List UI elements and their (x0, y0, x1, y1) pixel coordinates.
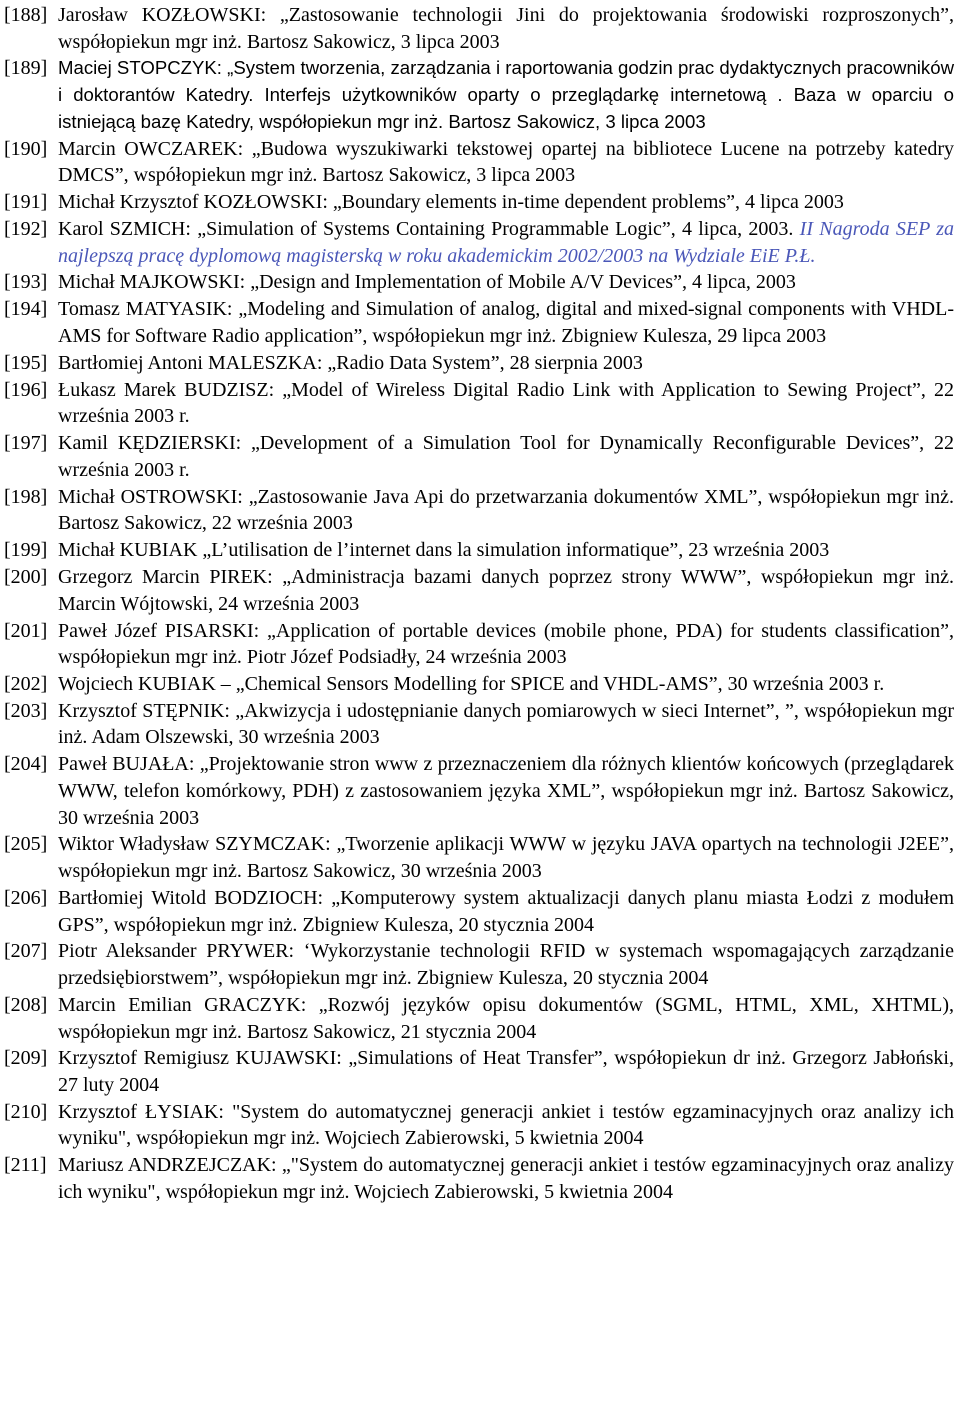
entry-number: [197] (4, 432, 48, 455)
entry-text: Krzysztof STĘPNIK: „Akwizycja i udostępnianie danych pomiarowych w sieci Internet”, ”, współopiekun mgr inż. Adam Olszewski, 30 września 2003 (58, 699, 954, 749)
entry-text: Wiktor Władysław SZYMCZAK: „Tworzenie aplikacji WWW w języku JAVA opartych na technologii J2EE”, współopiekun mgr inż. Bartosz Sakowicz, 30 września 2003 (58, 833, 954, 883)
entry-number: [196] (4, 378, 48, 401)
entry-number: [204] (4, 753, 48, 776)
entry-number: [189] (4, 57, 48, 80)
entry-number: [188] (4, 4, 48, 26)
entry-number: [190] (4, 137, 48, 160)
entry-text: Michał MAJKOWSKI: „Design and Implementation of Mobile A/V Devices”, 4 lipca, 2003 (58, 271, 796, 294)
list-item (4, 136, 954, 189)
entry-text: Grzegorz Marcin PIREK: „Administracja bazami danych poprzez strony WWW”, współopiekun mgr inż. Marcin Wójtowski, 24 września 2003 (58, 566, 954, 615)
list-item (4, 484, 954, 537)
list-item (4, 430, 954, 483)
list-item (4, 1099, 954, 1152)
list-item (4, 885, 954, 938)
entry-text: Michał KUBIAK „L’utilisation de l’internet dans la simulation informatique”, 23 września 2003 (58, 539, 830, 562)
entry-text: Mariusz ANDRZEJCZAK: „"System do automatycznej generacji ankiet i testów egzaminacyjnych oraz analizy ich wyniku", współopiekun mgr inż. Wojciech Zabierowski, 5 kwietnia 2004 (58, 1154, 954, 1203)
list-item (4, 618, 954, 671)
entry-number: [207] (4, 940, 48, 963)
entry-number: [203] (4, 699, 48, 722)
entry-text: Bartłomiej Witold BODZIOCH: „Komputerowy system aktualizacji danych planu miasta Łodzi z modułem GPS”, współopiekun mgr inż. Zbigniew Kulesza, 20 stycznia 2004 (58, 886, 954, 936)
list-item (4, 1152, 954, 1205)
entry-number: [195] (4, 351, 48, 374)
entry-text: Kamil KĘDZIERSKI: „Development of a Simulation Tool for Dynamically Reconfigurable Devices”, 22 września 2003 r. (58, 432, 954, 481)
list-item (4, 938, 954, 991)
entry-number: [210] (4, 1100, 48, 1123)
list-item (4, 564, 954, 617)
list-item (4, 1045, 954, 1098)
entry-number: [193] (4, 271, 48, 294)
entry-text: Krzysztof ŁYSIAK: "System do automatycznej generacji ankiet i testów egzaminacyjnych oraz analizy ich wyniku", współopiekun mgr inż. Wojciech Zabierowski, 5 kwietnia 2004 (58, 1100, 954, 1150)
entry-text: Bartłomiej Antoni MALESZKA: „Radio Data System”, 28 sierpnia 2003 (58, 351, 643, 374)
entry-text: Wojciech KUBIAK – „Chemical Sensors Modelling for SPICE and VHDL-AMS”, 30 września 2003 r. (58, 673, 885, 695)
list-item (4, 269, 954, 296)
list-item (4, 831, 954, 884)
entry-number: [202] (4, 673, 48, 695)
entry-text: Maciej STOPCZYK: „System tworzenia, zarządzania i raportowania godzin prac dydaktycznych pracowników i doktorantów Katedry. Interfejs użytkowników oparty o przeglądarkę internetową . Baza w oparciu o istniejącą bazę Katedry, współopiekun mgr inż. Bartosz Sakowicz, 3 lipca 2003 (58, 57, 954, 132)
list-item (4, 992, 954, 1045)
entry-number: [201] (4, 619, 48, 642)
entry-number: [199] (4, 539, 48, 562)
list-item (4, 698, 954, 751)
entry-text: Karol SZMICH: „Simulation of Systems Containing Programmable Logic”, 4 lipca, 2003. (58, 217, 794, 240)
list-item (4, 671, 954, 698)
list-item (4, 2, 954, 55)
entry-number: [194] (4, 298, 48, 321)
list-item (4, 189, 954, 216)
entry-text: Tomasz MATYASIK: „Modeling and Simulation of analog, digital and mixed-signal components with VHDL-AMS for Software Radio application”, współopiekun mgr inż. Zbigniew Kulesza, 29 lipca 2003 (58, 298, 954, 347)
entry-number: [211] (4, 1154, 47, 1177)
entry-text: Łukasz Marek BUDZISZ: „Model of Wireless Digital Radio Link with Application to Sewing Project”, 22 września 2003 r. (58, 378, 954, 428)
entry-text-wrapper (58, 216, 954, 269)
entry-text: Marcin OWCZAREK: „Budowa wyszukiwarki tekstowej opartej na bibliotece Lucene na potrzeby katedry DMCS”, współopiekun mgr inż. Bartosz Sakowicz, 3 lipca 2003 (58, 137, 954, 187)
entry-text: Piotr Aleksander PRYWER: ‘Wykorzystanie technologii RFID w systemach wspomagających zarządzanie przedsiębiorstwem”, współopiekun mgr inż. Zbigniew Kulesza, 20 stycznia 2004 (58, 940, 954, 990)
bibliography-list (4, 2, 954, 1206)
list-item (4, 216, 954, 269)
list-item (4, 55, 954, 135)
entry-text: Michał OSTROWSKI: „Zastosowanie Java Api do przetwarzania dokumentów XML”, współopiekun mgr inż. Bartosz Sakowicz, 22 września 2003 (58, 485, 954, 535)
entry-number: [200] (4, 566, 48, 589)
entry-text: Paweł BUJAŁA: „Projektowanie stron www z przeznaczeniem dla różnych klientów końcowych (przeglądarek WWW, telefon komórkowy, PDH) z zastosowaniem języka XML”, współopiekun mgr inż. Bartosz Sakowicz, 30 września 2003 (58, 753, 954, 829)
entry-number: [205] (4, 833, 48, 856)
list-item (4, 350, 954, 377)
entry-text: Krzysztof Remigiusz KUJAWSKI: „Simulations of Heat Transfer”, współopiekun dr inż. Grzegorz Jabłoński, 27 luty 2004 (58, 1047, 954, 1096)
entry-number: [198] (4, 485, 48, 508)
entry-text: Jarosław KOZŁOWSKI: „Zastosowanie technologii Jini do projektowania środowiski rozproszonych”, współopiekun mgr inż. Bartosz Sakowicz, 3 lipca 2003 (58, 4, 954, 53)
entry-text: Marcin Emilian GRACZYK: „Rozwój języków opisu dokumentów (SGML, HTML, XML, XHTML), współopiekun mgr inż. Bartosz Sakowicz, 21 stycznia 2004 (58, 993, 954, 1043)
entry-text: Paweł Józef PISARSKI: „Application of portable devices (mobile phone, PDA) for students classification”, współopiekun mgr inż. Piotr Józef Podsiadły, 24 września 2003 (58, 619, 954, 669)
entry-number: [208] (4, 993, 48, 1016)
entry-number: [192] (4, 217, 48, 240)
list-item (4, 377, 954, 430)
entry-number: [206] (4, 886, 48, 909)
entry-number: [209] (4, 1047, 48, 1070)
list-item (4, 296, 954, 349)
entry-number: [191] (4, 191, 48, 214)
entry-text: Michał Krzysztof KOZŁOWSKI: „Boundary elements in-time dependent problems”, 4 lipca 2003 (58, 191, 844, 214)
list-item (4, 751, 954, 831)
award-note: II Nagroda SEP za najlepszą pracę dyplomową magisterską w roku akademickim 2002/2003 na Wydziale EiE P.Ł. (58, 217, 955, 267)
list-item (4, 537, 954, 564)
